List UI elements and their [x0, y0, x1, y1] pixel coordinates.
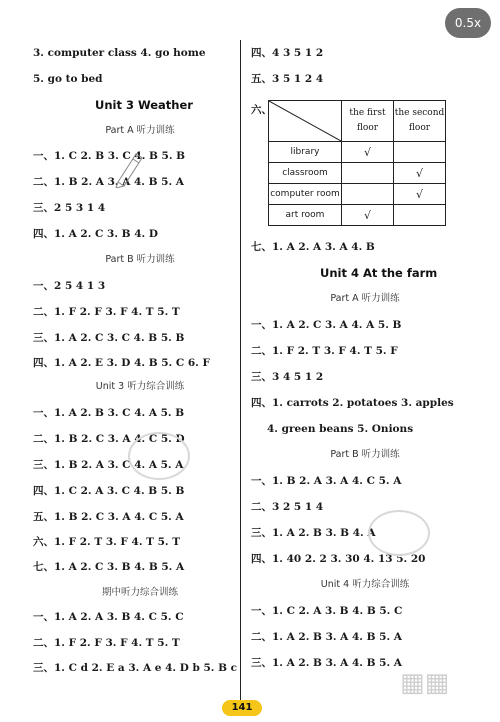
answer-line: 三、1. A 2. B 3. A 4. B 5. A	[251, 657, 402, 669]
table-row	[269, 184, 446, 205]
answer-line: 一、1. B 2. A 3. A 4. C 5. A	[251, 475, 402, 487]
answer-line: 四、1. 40 2. 2 3. 30 4. 13 5. 20	[251, 553, 426, 565]
section-heading: Part B 听力训练	[105, 254, 175, 265]
watermark-logo: ▦▦	[400, 668, 450, 698]
answer-line: 三、1. A 2. B 3. B 4. A	[251, 527, 376, 539]
watermark-stamp	[128, 432, 190, 480]
answer-line: 五、3 5 1 2 4	[251, 73, 324, 85]
answer-line: 五、1. B 2. C 3. A 4. C 5. A	[33, 511, 184, 523]
answer-line: 二、1. F 2. T 3. F 4. T 5. F	[251, 345, 398, 357]
answer-line: 三、2 5 3 1 4	[33, 202, 106, 214]
section-heading: 期中听力综合训练	[101, 587, 178, 598]
answer-line: 四、1. C 2. A 3. C 4. B 5. B	[33, 485, 185, 497]
answer-line: 七、1. A 2. A 3. A 4. B	[251, 241, 375, 253]
answer-line: 一、1. C 2. B 3. C 4. B 5. B	[33, 150, 186, 162]
answer-line: 4. green beans 5. Onions	[267, 423, 414, 435]
answer-line: 三、1. A 2. C 3. C 4. B 5. B	[33, 332, 185, 344]
check-mark: √	[342, 205, 394, 226]
answer-line: 三、3 4 5 1 2	[251, 371, 324, 383]
diagonal-line	[269, 101, 341, 141]
unit-title: Unit 3 Weather	[95, 98, 193, 112]
answer-line: 二、1. F 2. F 3. F 4. T 5. T	[33, 637, 180, 649]
section-heading: Part B 听力训练	[330, 449, 400, 460]
answer-line: 六、1. F 2. T 3. F 4. T 5. T	[33, 536, 181, 548]
answer-line: 5. go to bed	[33, 73, 103, 85]
floor-table	[268, 100, 446, 226]
answer-line: 三、1. C d 2. E a 3. A e 4. D b 5. B c	[33, 662, 238, 674]
answer-line: 四、1. A 2. E 3. D 4. B 5. C 6. F	[33, 357, 210, 369]
answer-line: 一、2 5 4 1 3	[33, 280, 106, 292]
unit-title: Unit 4 At the farm	[320, 266, 438, 280]
row-label: library	[269, 142, 342, 163]
answer-line: 四、1. A 2. C 3. B 4. D	[33, 228, 158, 240]
table-row	[269, 163, 446, 184]
answer-line: 二、1. B 2. A 3. A 4. B 5. A	[33, 176, 184, 188]
table-corner-cell	[269, 101, 342, 142]
answer-line: 二、1. F 2. F 3. F 4. T 5. T	[33, 306, 180, 318]
check-mark: √	[394, 163, 446, 184]
check-mark	[342, 184, 394, 205]
answer-line: 一、1. A 2. A 3. B 4. C 5. C	[33, 611, 184, 623]
answer-line: 二、1. A 2. B 3. A 4. B 5. A	[251, 631, 402, 643]
check-mark: √	[394, 184, 446, 205]
answer-line: 四、1. carrots 2. potatoes 3. apples	[251, 397, 454, 409]
answer-line: 七、1. A 2. C 3. B 4. B 5. A	[33, 561, 185, 573]
answer-line: 三、1. B 2. A 3. C 4. A 5. A	[33, 459, 184, 471]
section-heading: Unit 3 听力综合训练	[95, 381, 185, 392]
row-label: computer room	[269, 184, 342, 205]
playback-speed-badge[interactable]: 0.5x	[445, 8, 491, 38]
answer-line: 一、1. C 2. A 3. B 4. B 5. C	[251, 605, 403, 617]
answer-line: 四、4 3 5 1 2	[251, 47, 324, 59]
pencil-icon	[112, 148, 146, 188]
table-row	[269, 205, 446, 226]
row-label: classroom	[269, 163, 342, 184]
answer-line: 3. computer class 4. go home	[33, 47, 206, 59]
answer-line: 一、1. A 2. C 3. A 4. A 5. B	[251, 319, 402, 331]
section-heading: Unit 4 听力综合训练	[320, 579, 410, 590]
check-mark	[394, 142, 446, 163]
section-heading: Part A 听力训练	[330, 293, 400, 304]
answer-line: 一、1. A 2. B 3. C 4. A 5. B	[33, 407, 185, 419]
check-mark	[394, 205, 446, 226]
check-mark	[342, 163, 394, 184]
col-header-first-floor: the first floor	[342, 101, 394, 142]
page-number-badge: 141	[222, 700, 262, 716]
table-label: 六、	[251, 104, 272, 116]
answer-line: 二、1. B 2. C 3. A 4. C 5. D	[33, 433, 185, 445]
check-mark: √	[342, 142, 394, 163]
table-row	[269, 142, 446, 163]
col-header-second-floor: the second floor	[394, 101, 446, 142]
row-label: art room	[269, 205, 342, 226]
watermark-stamp	[368, 510, 430, 556]
column-divider	[240, 40, 241, 710]
section-heading: Part A 听力训练	[105, 125, 175, 136]
answer-line: 二、3 2 5 1 4	[251, 501, 324, 513]
